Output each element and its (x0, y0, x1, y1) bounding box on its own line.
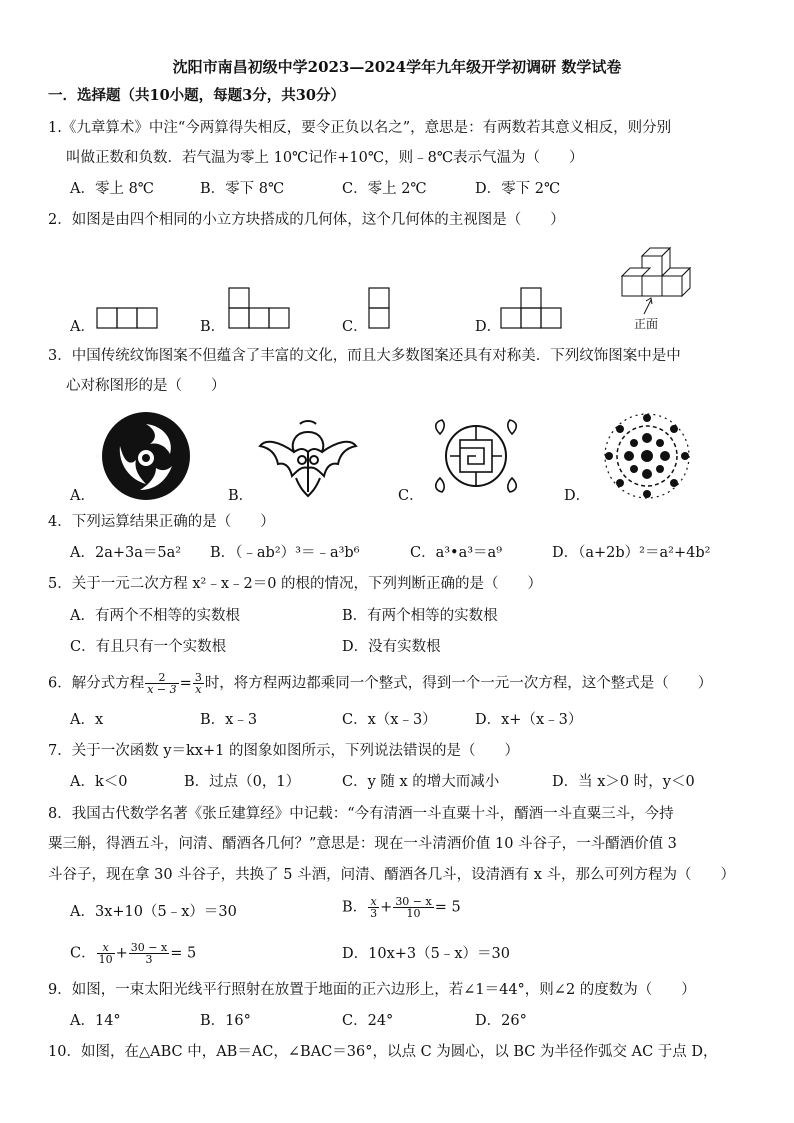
q3-option-d-label: D． (564, 488, 591, 504)
q2-option-b-figure (228, 286, 292, 330)
q3-option-a-pattern (100, 410, 192, 502)
q1-option-b: B．零下 8℃ (200, 181, 285, 197)
q8-b-frac1-den: 3 (370, 907, 378, 920)
q5-option-d: D．没有实数根 (342, 639, 441, 655)
q3-option-d-pattern (598, 408, 696, 504)
q2-front-label: 正面 (634, 317, 659, 331)
q5-option-a: A．有两个不相等的实数根 (70, 608, 240, 624)
q2-option-d-label: D． (475, 319, 502, 335)
q8-c-plus: + (115, 945, 128, 962)
q5-line1: 5．关于一元二次方程 x²﹣x﹣2＝0 的根的情况，下列判断正确的是（ ） (48, 576, 543, 592)
q5-option-b: B．有两个相等的实数根 (342, 608, 498, 624)
q6-frac2-numerator: 3 (194, 671, 202, 684)
q1-line2: 叫做正数和负数．若气温为零上 10℃记作+10℃，则﹣8℃表示气温为（ ） (66, 150, 584, 166)
q7-option-c: C．y 随 x 的增大而减小 (342, 774, 500, 790)
q8-c-frac2-num: 30 − x (130, 941, 168, 954)
q8-c-frac2 (129, 942, 169, 965)
q3-option-c-label: C． (398, 488, 424, 504)
q8-line2: 粟三斛，得酒五斗，问清、醑酒各几何？”意思是：现在一斗清酒价值 10 斗谷子，一斗醑酒价值 3 (48, 836, 677, 852)
q8-option-c (70, 942, 196, 965)
q3-option-a-label: A． (70, 488, 95, 504)
q3-line2: 心对称图形的是（ ） (66, 378, 226, 394)
q2-option-b-label: B． (200, 319, 226, 335)
q6-option-c: C．x（x﹣3） (342, 712, 437, 728)
q8-c-frac1-num: x (97, 942, 115, 954)
q9-option-c: C．24° (342, 1013, 394, 1029)
q2-option-a-label: A． (70, 319, 95, 335)
q8-b-frac1 (368, 896, 379, 919)
q2-option-c-figure (368, 286, 392, 330)
q5-option-c: C．有且只有一个实数根 (70, 639, 227, 655)
q3-line1: 3．中国传统纹饰图案不但蕴含了丰富的文化，而且大多数图案还具有对称美．下列纹饰图案中是中 (48, 348, 681, 364)
q9-option-a: A．14° (70, 1013, 121, 1029)
exam-title: 沈阳市南昌初级中学2023—2024学年九年级开学初调研 数学试卷 (172, 58, 622, 76)
q8-line1: 8．我国古代数学名著《张丘建算经》中记载：“今有清酒一斗直粟十斗，醑酒一斗直粟三斗，今持 (48, 806, 674, 822)
q8-option-d: D．10x+3（5﹣x）＝30 (342, 946, 510, 962)
q1-line1: 1.《九章算术》中注“今两算得失相反，要令正负以名之”，意思是：有两数若其意义相反，则分别 (48, 120, 672, 136)
q6-fraction-right (193, 672, 204, 695)
q8-c-frac1 (97, 942, 115, 965)
q3-option-b-label: B． (228, 488, 254, 504)
q8-b-frac2-den: 10 (406, 907, 421, 920)
q9-option-b: B．16° (200, 1013, 251, 1029)
q9-line1: 9．如图，一束太阳光线平行照射在放置于地面的正六边形上，若∠1＝44°，则∠2 的度数为（ ） (48, 982, 696, 998)
q8-c-frac1-den: 10 (98, 953, 113, 966)
q4-option-c: C．a³•a³＝a⁹ (410, 545, 503, 561)
q8-option-c-label: C． (70, 945, 96, 962)
q7-option-b: B．过点（0，1） (184, 774, 301, 790)
q6-option-a: A．x (70, 712, 104, 728)
q6-frac2-denominator: x (195, 683, 202, 696)
q2-option-c-label: C． (342, 319, 368, 335)
q8-b-equals: = 5 (434, 899, 461, 916)
q6-option-b: B．x﹣3 (200, 712, 258, 728)
q10-line1: 10．如图，在△ABC 中，AB＝AC，∠BAC＝36°，以点 C 为圆心，以 BC 为半径作弧交 AC 于点 D， (48, 1044, 718, 1060)
q8-option-b-label: B． (342, 899, 368, 916)
q6-stem-suffix: 时，将方程两边都乘同一个整式，得到一个一元一次方程，这个整式是（ ） (204, 675, 713, 692)
q2-option-a-figure (96, 306, 160, 330)
q2-cube-solid-figure (618, 238, 706, 318)
q6-stem (48, 672, 712, 695)
q1-option-c: C．零上 2℃ (342, 181, 427, 197)
q7-option-a: A．k＜0 (70, 774, 128, 790)
q8-line3: 斗谷子，现在拿 30 斗谷子，共换了 5 斗酒，问清、醑酒各几斗，设清酒有 x 斗，那么可列方程为（ ） (48, 867, 736, 883)
q8-b-frac2-num: 30 − x (395, 895, 432, 908)
q9-option-d: D．26° (475, 1013, 527, 1029)
q7-line1: 7．关于一次函数 y＝kx+1 的图象如图所示，下列说法错误的是（ ） (48, 743, 519, 759)
q8-option-a: A．3x+10（5﹣x）＝30 (70, 904, 237, 920)
q1-option-d: D．零下 2℃ (475, 181, 561, 197)
q8-c-equals: = 5 (170, 945, 197, 962)
q3-option-b-pattern (256, 412, 360, 500)
q8-c-frac2-den: 3 (145, 953, 153, 966)
q7-option-d: D．当 x＞0 时，y＜0 (552, 774, 695, 790)
q8-option-b (342, 896, 461, 919)
q4-option-a: A．2a+3a＝5a² (70, 545, 182, 561)
q4-option-b: B．（﹣ab²）³＝﹣a³b⁶ (210, 545, 360, 561)
q6-frac1-denominator: x − 3 (147, 683, 177, 696)
q6-equals: = (179, 675, 192, 692)
q6-fraction-left (145, 672, 178, 695)
q8-b-plus: + (380, 899, 393, 916)
section-heading: 一．选择题（共10小题，每题3分，共30分） (48, 87, 345, 104)
q6-option-d: D．x+（x﹣3） (475, 712, 583, 728)
q2-line1: 2．如图是由四个相同的小立方块搭成的几何体，这个几何体的主视图是（ ） (48, 212, 565, 228)
q8-b-frac2 (393, 896, 433, 919)
q6-stem-prefix: 6．解分式方程 (48, 675, 145, 692)
q8-b-frac1-num: x (368, 896, 379, 908)
q4-option-d: D．（a+2b）²＝a²+4b² (552, 545, 711, 561)
q3-option-c-pattern (426, 412, 526, 500)
q4-line1: 4．下列运算结果正确的是（ ） (48, 514, 275, 530)
q2-option-d-figure (500, 286, 564, 330)
q1-option-a: A．零上 8℃ (70, 181, 155, 197)
q6-frac1-numerator: 2 (145, 672, 178, 684)
